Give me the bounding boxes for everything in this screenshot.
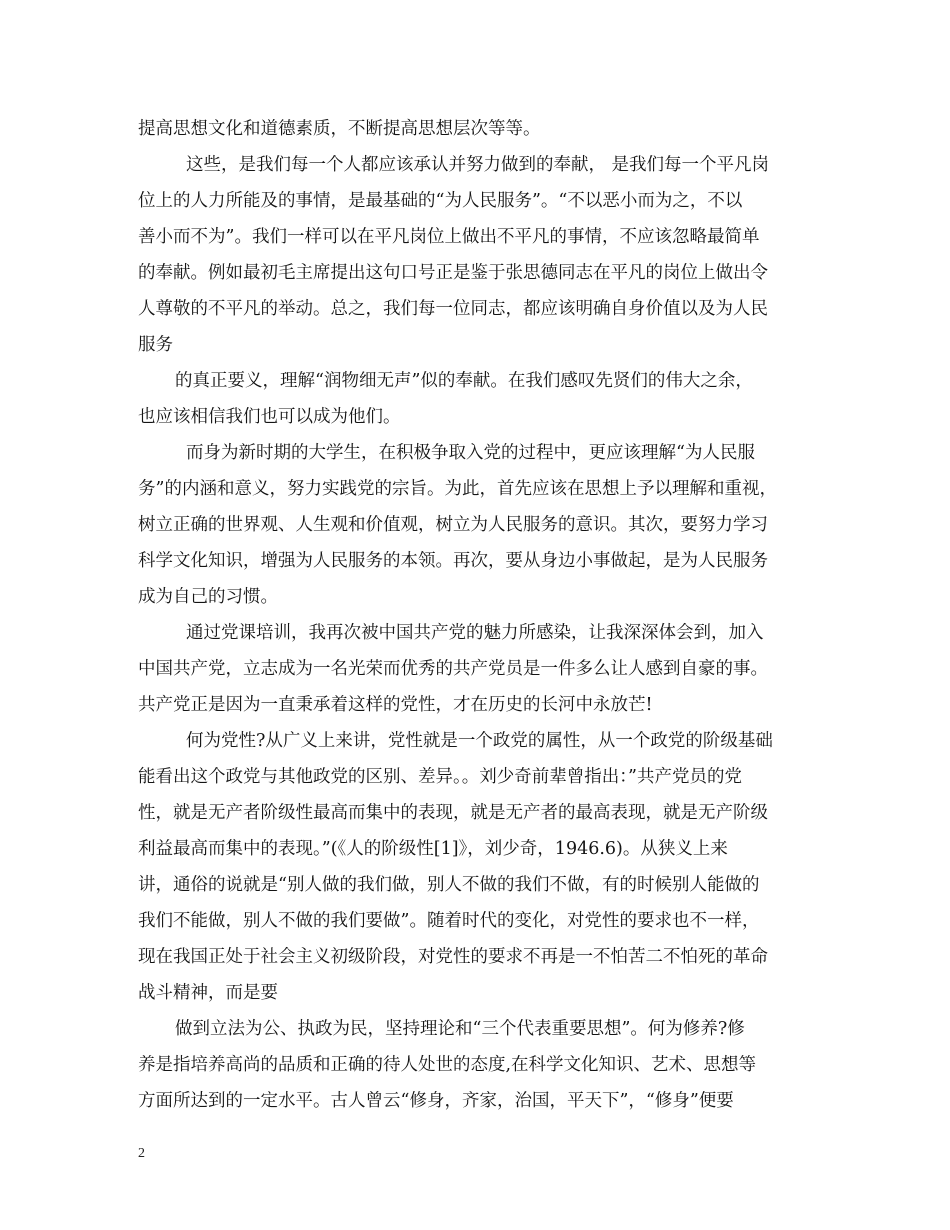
- text-line: 方面所达到的一定水平。古人曾云“修身，齐家，治国，平天下”，“修身”便要: [138, 1091, 734, 1111]
- text-line: 的奉献。例如最初毛主席提出这句口号正是鉴于张思德同志在平凡的岗位上做出令: [138, 263, 768, 283]
- page-number: 2: [138, 1146, 145, 1161]
- text-line: 科学文化知识，增强为人民服务的本领。再次，要从身边小事做起，是为人民服务: [138, 551, 768, 571]
- text-line: 这些，是我们每一个人都应该承认并努力做到的奉献， 是我们每一个平凡岗: [186, 155, 770, 175]
- text-line: 战斗精神，而是要: [138, 983, 278, 1003]
- text-line: 位上的人力所能及的事情，是最基础的“为人民服务”。“不以恶小而为之，不以: [138, 191, 743, 211]
- text-line: 利益最高而集中的表现。”(《人的阶级性[1]》，刘少奇，1946.6)。从狭义上来: [138, 839, 728, 859]
- text-line: 通过党课培训，我再次被中国共产党的魅力所感染，让我深深体会到，加入: [186, 623, 764, 643]
- text-line: 现在我国正处于社会主义初级阶段，对党性的要求不再是一不怕苦二不怕死的革命: [138, 947, 768, 967]
- text-line: 中国共产党，立志成为一名光荣而优秀的共产党员是一件多么让人感到自豪的事。: [138, 659, 768, 679]
- text-line: 提高思想文化和道德素质，不断提高思想层次等等。: [138, 119, 541, 139]
- text-line: 养是指培养高尚的品质和正确的待人处世的态度,在科学文化知识、艺术、思想等: [138, 1055, 757, 1075]
- text-line: 何为党性?从广义上来讲，党性就是一个政党的属性，从一个政党的阶级基础: [186, 731, 773, 751]
- text-line: 人尊敬的不平凡的举动。总之，我们每一位同志，都应该明确自身价值以及为人民: [138, 299, 768, 319]
- text-line: 能看出这个政党与其他政党的区别、差异。。刘少奇前辈曾指出：”共产党员的党: [138, 767, 742, 787]
- text-line: 共产党正是因为一直秉承着这样的党性，才在历史的长河中永放芒!: [138, 695, 653, 715]
- text-line: 树立正确的世界观、人生观和价值观，树立为人民服务的意识。其次，要努力学习: [138, 515, 768, 535]
- text-line: 服务: [138, 335, 173, 355]
- text-line: 讲，通俗的说就是“别人做的我们做，别人不做的我们不做，有的时候别人能做的: [138, 875, 760, 895]
- text-line: 的真正要义，理解“润物细无声”似的奉献。在我们感叹先贤们的伟大之余，: [175, 371, 753, 391]
- text-line: 性，就是无产者阶级性最高而集中的表现，就是无产者的最高表现，就是无产阶级: [138, 803, 768, 823]
- text-line: 也应该相信我们也可以成为他们。: [138, 407, 401, 427]
- text-line: 而身为新时期的大学生，在积极争取入党的过程中，更应该理解“为人民服: [186, 443, 755, 463]
- text-line: 善小而不为”。我们一样可以在平凡岗位上做出不平凡的事情，不应该忽略最简单: [138, 227, 760, 247]
- text-line: 成为自己的习惯。: [138, 587, 278, 607]
- text-line: 做到立法为公、执政为民，坚持理论和“三个代表重要思想”。何为修养?修: [175, 1019, 745, 1039]
- text-line: 我们不能做，别人不做的我们要做”。随着时代的变化，对党性的要求也不一样，: [138, 911, 760, 931]
- text-line: 务”的内涵和意义，努力实践党的宗旨。为此，首先应该在思想上予以理解和重视，: [138, 479, 777, 499]
